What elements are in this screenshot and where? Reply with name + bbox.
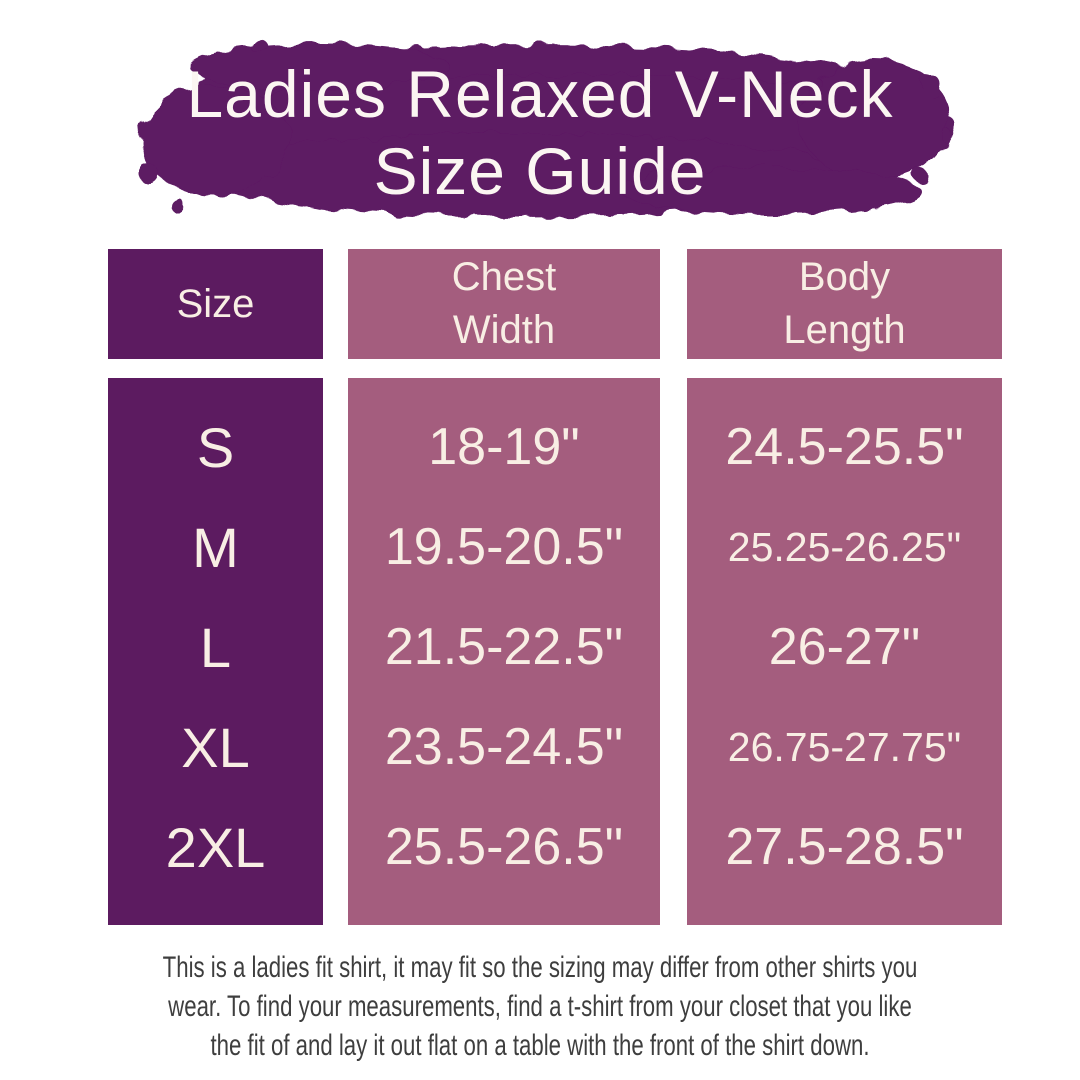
body-length-cell-xl: 26.75-27.75" [727, 723, 962, 770]
size-cell-xl: XL [181, 715, 250, 779]
body-length-cell-2xl: 27.5-28.5" [725, 818, 964, 876]
fit-note-line-1: This is a ladies fit shirt, it may fit so the sizing may differ from other shirts you [162, 951, 918, 984]
size-table [108, 249, 1002, 925]
fit-note-line-2: wear. To find your measurements, find a t-shirt from your closet that you like [168, 990, 912, 1023]
size-column [108, 378, 323, 925]
chest-width-cell-s: 18-19" [428, 418, 580, 476]
column-header-chest-width [348, 249, 660, 359]
title-line-1: Ladies Relaxed V-Neck [186, 57, 894, 131]
body-length-cell-l: 26-27" [768, 618, 921, 676]
title-line-2: Size Guide [373, 134, 707, 208]
column-header-size-label: Size [176, 281, 255, 326]
title-banner [120, 25, 960, 225]
column-header-size [108, 249, 323, 359]
body-length-column [687, 378, 1002, 925]
size-cell-l: L [199, 615, 232, 679]
fit-note-line-3: the fit of and lay it out flat on a table with the front of the shirt down. [210, 1029, 870, 1062]
column-header-chest-width-label: Chest Width [451, 255, 557, 352]
chest-width-cell-2xl: 25.5-26.5" [384, 818, 624, 876]
size-cell-s: S [196, 415, 235, 479]
fit-note [0, 948, 1080, 1065]
size-cell-2xl: 2XL [165, 815, 266, 879]
column-header-body-length [687, 249, 1002, 359]
banner-title [120, 25, 960, 225]
chest-width-cell-m: 19.5-20.5" [384, 518, 624, 576]
body-length-cell-m: 25.25-26.25" [727, 523, 962, 570]
column-header-body-length-label: Body Length [783, 255, 906, 352]
chest-width-column [348, 378, 660, 925]
chest-width-cell-xl: 23.5-24.5" [384, 718, 624, 776]
chest-width-cell-l: 21.5-22.5" [384, 618, 624, 676]
size-cell-m: M [192, 515, 239, 579]
body-length-cell-s: 24.5-25.5" [725, 418, 964, 476]
